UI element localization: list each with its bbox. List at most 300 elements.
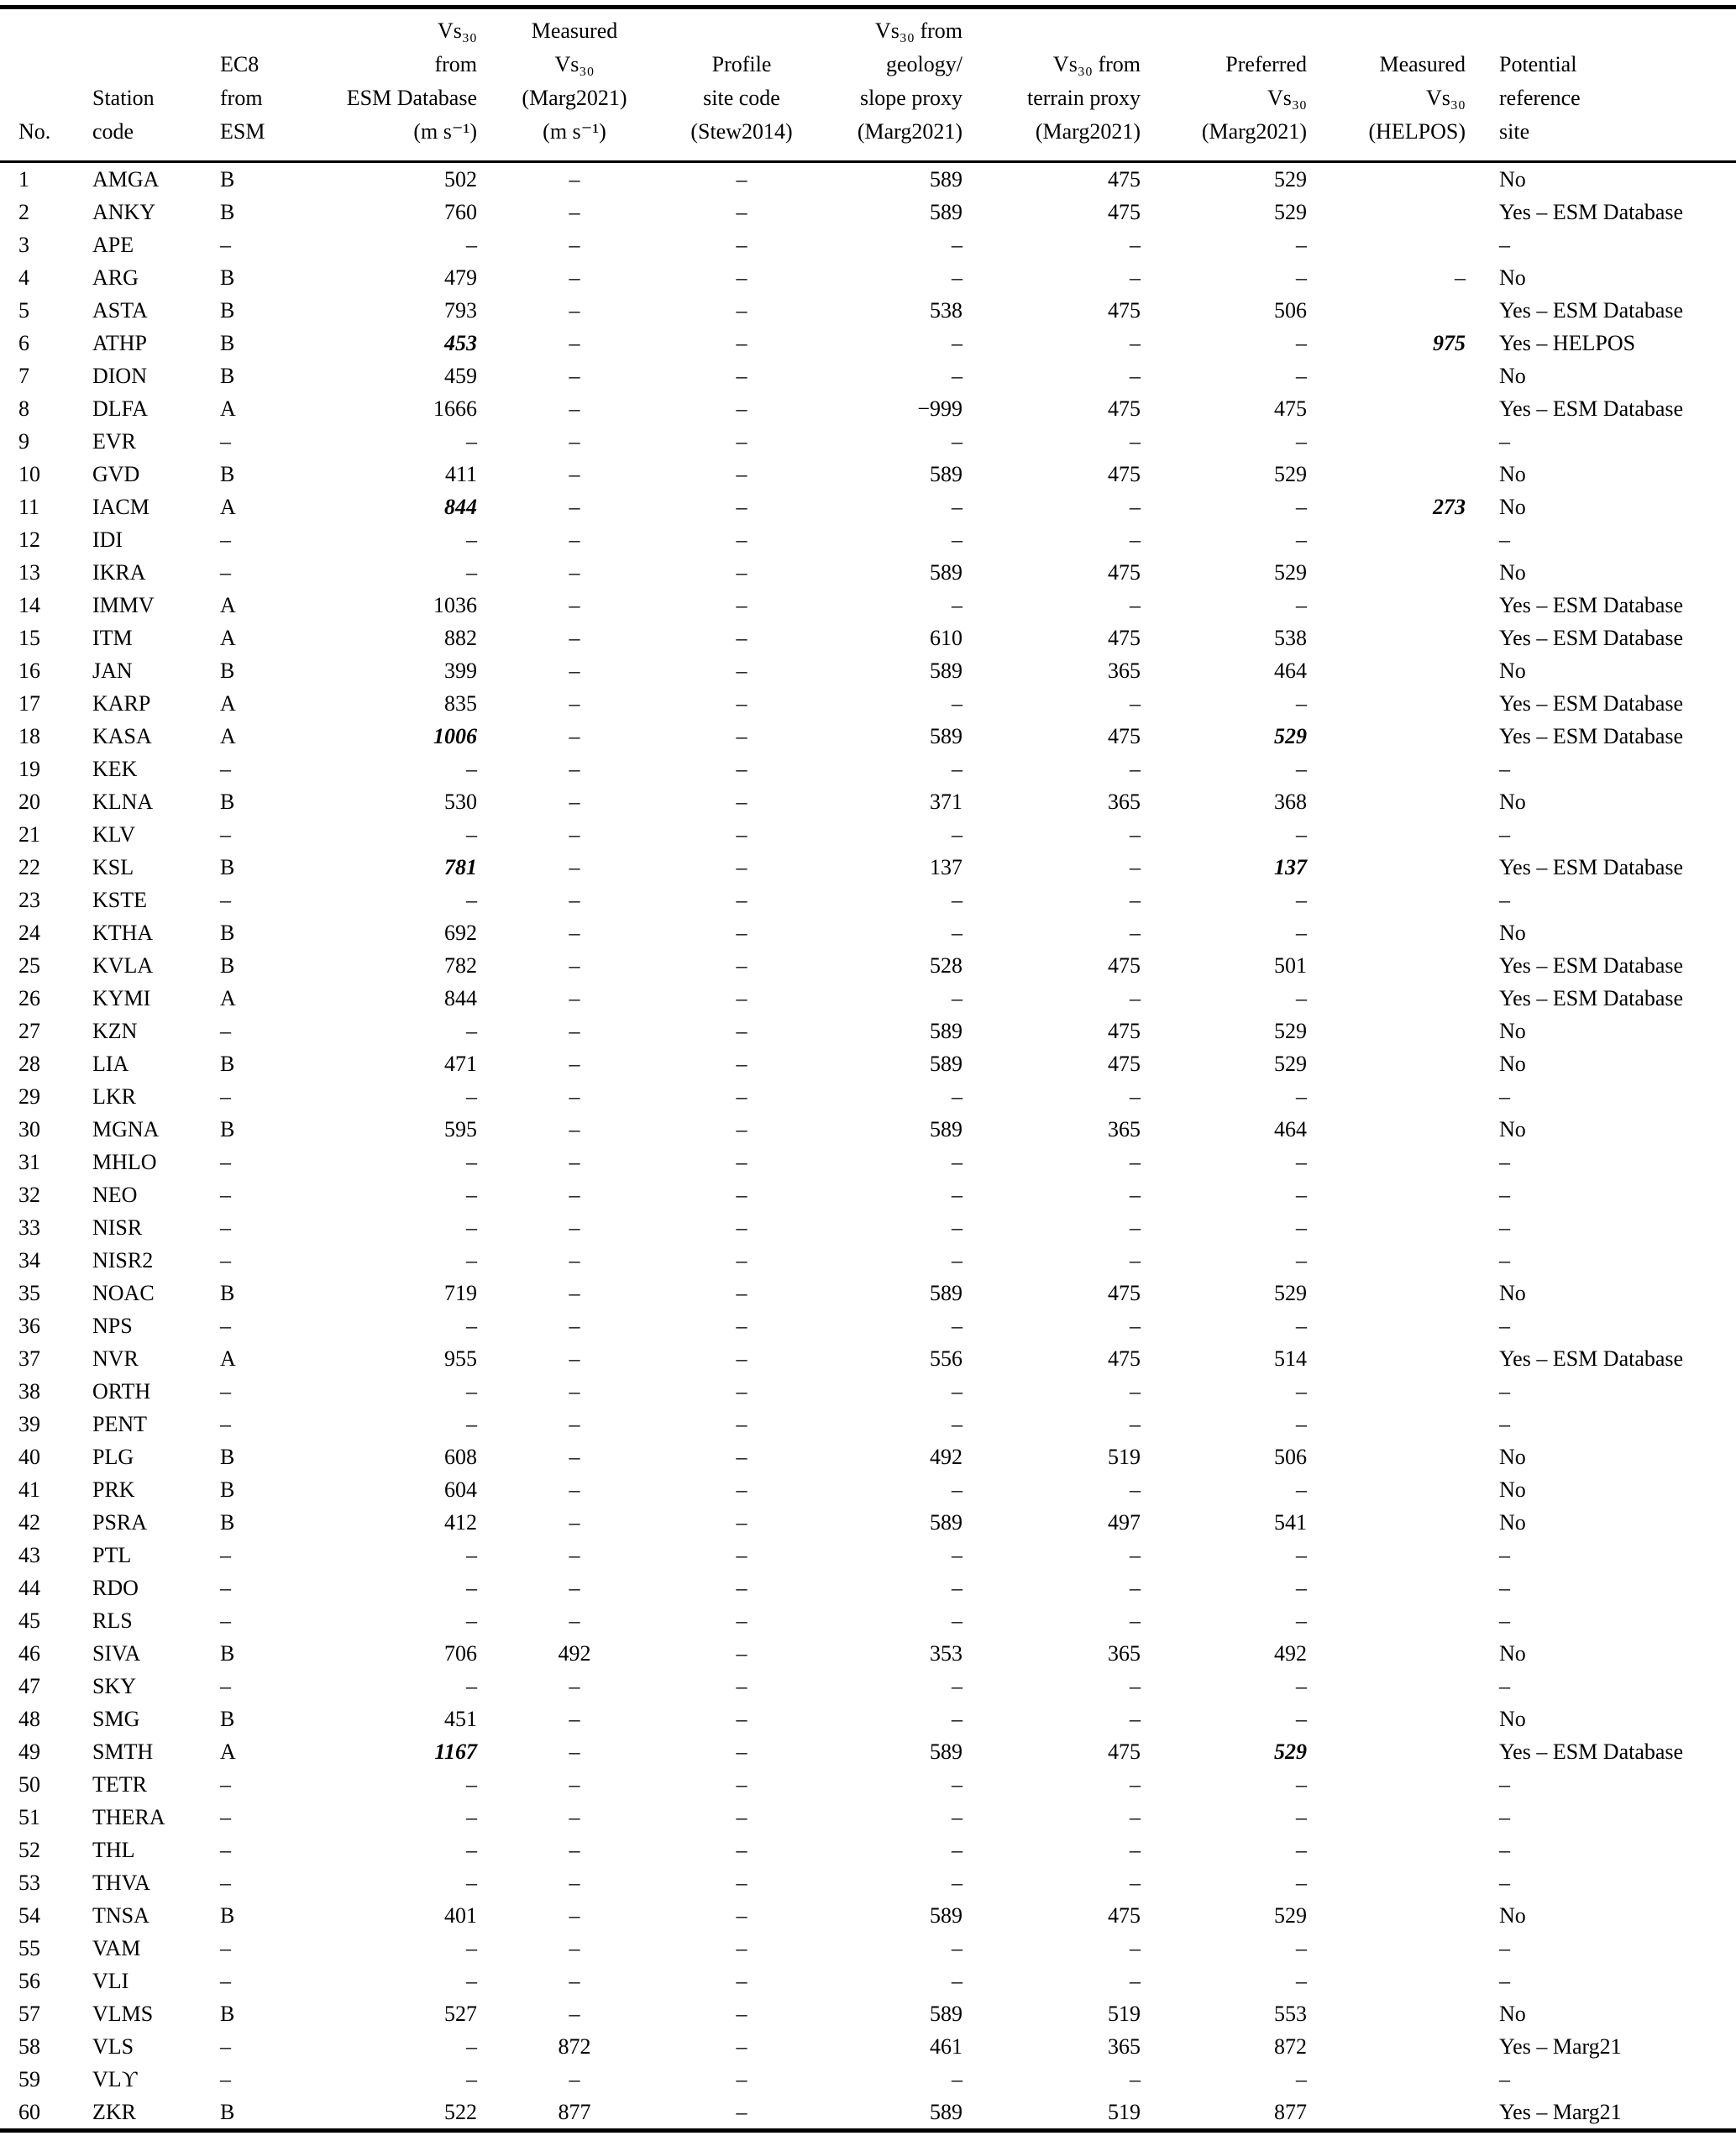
header-line: site code (703, 86, 780, 110)
cell-station: PSRA (92, 1510, 148, 1535)
col-header-ec8-from-esm (203, 8, 336, 162)
cell-no: 16 (18, 659, 40, 683)
cell-vs30_meas_marg: – (569, 1052, 580, 1076)
cell-vs30_helpos (1307, 1211, 1466, 1244)
cell-vs30_meas_marg: – (569, 1477, 580, 1502)
table-row (0, 884, 1736, 916)
cell-vs30_terrain: 475 (1108, 1281, 1141, 1305)
cell-profile_stew: – (736, 1543, 747, 1567)
cell-station: NOAC (92, 1281, 155, 1305)
cell-ec8: – (220, 527, 231, 552)
cell-vs30_esm: 955 (444, 1346, 477, 1371)
cell-vs30_geo: 589 (930, 2002, 962, 2026)
cell-vs30_terrain: – (1130, 1772, 1141, 1797)
cell-station: NVR (92, 1346, 139, 1371)
header-line (220, 14, 336, 48)
cell-vs30_geo: – (952, 1969, 962, 1993)
cell-vs30_geo: 538 (930, 298, 962, 323)
table-row (0, 654, 1736, 687)
cell-ref_site: No (1499, 1477, 1526, 1502)
cell-vs30_esm: – (466, 1314, 477, 1338)
cell-ref_site: – (1499, 888, 1510, 912)
cell-vs30_pref: – (1296, 757, 1307, 781)
cell-vs30_terrain: – (1130, 495, 1141, 519)
cell-ec8: – (220, 822, 231, 847)
cell-station: ASTA (92, 298, 148, 323)
cell-no: 22 (18, 855, 40, 879)
cell-vs30_terrain: – (1130, 1936, 1141, 1960)
cell-ref_site: Yes – Marg21 (1499, 2100, 1622, 2124)
cell-vs30_helpos (1307, 1309, 1466, 1342)
cell-vs30_pref: – (1296, 2067, 1307, 2091)
cell-vs30_helpos (1307, 1539, 1466, 1572)
cell-ec8: – (220, 1019, 231, 1043)
cell-ec8: B (220, 659, 235, 683)
header-line: code (92, 119, 134, 144)
cell-vs30_esm: 412 (444, 1510, 477, 1535)
cell-vs30_pref: 464 (1274, 659, 1307, 683)
header-line (18, 81, 76, 115)
cell-vs30_meas_marg: – (569, 1346, 580, 1371)
cell-vs30_terrain: – (1130, 1969, 1141, 1993)
cell-ref_site: – (1499, 822, 1510, 847)
cell-vs30_pref: – (1296, 1412, 1307, 1436)
header-line: (m s⁻¹) (543, 119, 606, 144)
cell-vs30_pref: 877 (1274, 2100, 1307, 2124)
cell-station: PENT (92, 1412, 147, 1436)
cell-vs30_helpos (1307, 294, 1466, 327)
header-line: Profile (711, 52, 772, 76)
cell-vs30_meas_marg: – (569, 1084, 580, 1109)
cell-vs30_helpos (1307, 589, 1466, 622)
cell-ec8: B (220, 200, 235, 224)
cell-vs30_esm: – (466, 560, 477, 585)
cell-vs30_geo: – (952, 888, 962, 912)
header-line: Potential (1499, 52, 1577, 76)
cell-ec8: B (220, 167, 235, 192)
table-row (0, 949, 1736, 982)
cell-no: 10 (18, 462, 40, 486)
cell-vs30_pref: – (1296, 888, 1307, 912)
cell-ref_site: – (1499, 1150, 1510, 1174)
table-row (0, 1572, 1736, 1604)
cell-ec8: B (220, 790, 235, 814)
cell-station: GVD (92, 462, 140, 486)
cell-station: PTL (92, 1543, 132, 1567)
cell-vs30_geo: 137 (930, 855, 962, 879)
cell-profile_stew: – (736, 921, 747, 945)
cell-vs30_pref: – (1296, 1772, 1307, 1797)
cell-vs30_geo: – (952, 986, 962, 1010)
cell-ec8: A (220, 1740, 236, 1764)
cell-station: KSL (92, 855, 134, 879)
cell-vs30_geo: 589 (930, 1281, 962, 1305)
cell-vs30_meas_marg: – (569, 1281, 580, 1305)
cell-station: NPS (92, 1314, 133, 1338)
cell-vs30_pref: – (1296, 495, 1307, 519)
cell-station: SKY (92, 1674, 137, 1698)
cell-profile_stew: – (736, 265, 747, 290)
cell-vs30_esm: 781 (444, 855, 477, 879)
header-line (18, 48, 76, 81)
table-row (0, 2096, 1736, 2131)
cell-vs30_terrain: 475 (1108, 167, 1141, 192)
table-row (0, 1178, 1736, 1211)
cell-vs30_terrain: – (1130, 1412, 1141, 1436)
cell-vs30_helpos (1307, 1572, 1466, 1604)
cell-vs30_meas_marg: – (569, 331, 580, 355)
table-header (0, 8, 1736, 162)
table-row (0, 359, 1736, 392)
cell-vs30_meas_marg: – (569, 1314, 580, 1338)
cell-vs30_esm: 760 (444, 200, 477, 224)
cell-profile_stew: – (736, 1117, 747, 1141)
cell-ref_site: No (1499, 364, 1526, 388)
cell-no: 42 (18, 1510, 40, 1535)
cell-vs30_helpos (1307, 916, 1466, 949)
cell-vs30_meas_marg: 872 (558, 2034, 591, 2059)
cell-vs30_geo: – (952, 364, 962, 388)
cell-vs30_esm: 706 (444, 1641, 477, 1666)
cell-vs30_pref: – (1296, 1477, 1307, 1502)
cell-vs30_terrain: 497 (1108, 1510, 1141, 1535)
cell-ref_site: No (1499, 265, 1526, 290)
table-row (0, 1309, 1736, 1342)
col-header-measured-vs30-marg2021 (477, 8, 672, 162)
cell-vs30_meas_marg: – (569, 986, 580, 1010)
cell-station: SMG (92, 1707, 140, 1731)
cell-ref_site: – (1499, 1674, 1510, 1698)
cell-vs30_helpos (1307, 1703, 1466, 1735)
cell-vs30_pref: – (1296, 233, 1307, 257)
cell-vs30_pref: – (1296, 1608, 1307, 1633)
cell-no: 46 (18, 1641, 40, 1666)
table-row (0, 1670, 1736, 1703)
cell-vs30_terrain: 475 (1108, 560, 1141, 585)
cell-vs30_esm: – (466, 233, 477, 257)
cell-vs30_pref: – (1296, 331, 1307, 355)
cell-vs30_meas_marg: – (569, 1576, 580, 1600)
cell-ec8: – (220, 1674, 231, 1698)
cell-vs30_meas_marg: – (569, 626, 580, 650)
cell-vs30_esm: – (466, 1019, 477, 1043)
cell-vs30_helpos (1307, 1735, 1466, 1768)
table-row (0, 228, 1736, 261)
cell-vs30_esm: 719 (444, 1281, 477, 1305)
cell-vs30_geo: 589 (930, 1019, 962, 1043)
cell-ref_site: – (1499, 1543, 1510, 1567)
cell-profile_stew: – (736, 888, 747, 912)
cell-ref_site: Yes – HELPOS (1499, 331, 1636, 355)
cell-vs30_geo: 610 (930, 626, 962, 650)
cell-profile_stew: – (736, 1838, 747, 1862)
cell-station: KASA (92, 724, 152, 748)
cell-no: 35 (18, 1281, 40, 1305)
cell-vs30_pref: – (1296, 1936, 1307, 1960)
cell-vs30_helpos (1307, 687, 1466, 720)
cell-profile_stew: – (736, 2100, 747, 2124)
cell-vs30_terrain: – (1130, 888, 1141, 912)
cell-vs30_pref: 475 (1274, 396, 1307, 421)
cell-vs30_pref: 529 (1274, 1019, 1307, 1043)
cell-profile_stew: – (736, 1346, 747, 1371)
cell-vs30_meas_marg: – (569, 200, 580, 224)
cell-profile_stew: – (736, 1903, 747, 1928)
cell-vs30_meas_marg: – (569, 1215, 580, 1240)
cell-vs30_esm: 471 (444, 1052, 477, 1076)
cell-vs30_geo: – (952, 1412, 962, 1436)
cell-no: 37 (18, 1346, 40, 1371)
cell-station: ORTH (92, 1379, 151, 1404)
cell-vs30_pref: 872 (1274, 2034, 1307, 2059)
cell-ref_site: No (1499, 1052, 1526, 1076)
cell-vs30_pref: 529 (1274, 462, 1307, 486)
cell-vs30_esm: 692 (444, 921, 477, 945)
cell-vs30_geo: – (952, 1248, 962, 1273)
cell-station: VLϒ (92, 2067, 138, 2091)
cell-profile_stew: – (736, 986, 747, 1010)
cell-vs30_meas_marg: – (569, 1510, 580, 1535)
cell-vs30_pref: – (1296, 1871, 1307, 1895)
table-row (0, 1866, 1736, 1899)
cell-vs30_meas_marg: – (569, 396, 580, 421)
cell-profile_stew: – (736, 1608, 747, 1633)
cell-vs30_meas_marg: – (569, 1183, 580, 1207)
cell-vs30_helpos (1307, 1899, 1466, 1932)
cell-vs30_terrain: – (1130, 429, 1141, 454)
cell-vs30_terrain: – (1130, 921, 1141, 945)
cell-station: AMGA (92, 167, 160, 192)
table-row (0, 1768, 1736, 1801)
cell-vs30_pref: – (1296, 1674, 1307, 1698)
cell-no: 13 (18, 560, 40, 585)
cell-no: 17 (18, 691, 40, 716)
cell-vs30_helpos (1307, 1834, 1466, 1866)
cell-vs30_terrain: – (1130, 265, 1141, 290)
cell-station: MHLO (92, 1150, 157, 1174)
cell-ref_site: – (1499, 1871, 1510, 1895)
cell-vs30_esm: 844 (444, 986, 477, 1010)
cell-profile_stew: – (736, 626, 747, 650)
table-row (0, 425, 1736, 458)
cell-profile_stew: – (736, 757, 747, 781)
cell-profile_stew: – (736, 396, 747, 421)
cell-vs30_geo: – (952, 1543, 962, 1567)
cell-vs30_geo: – (952, 527, 962, 552)
cell-vs30_meas_marg: – (569, 1871, 580, 1895)
cell-vs30_helpos (1307, 1473, 1466, 1506)
cell-vs30_meas_marg: – (569, 1936, 580, 1960)
table-body (0, 162, 1736, 2131)
cell-ec8: B (220, 265, 235, 290)
cell-ec8: – (220, 233, 231, 257)
cell-no: 59 (18, 2067, 40, 2091)
cell-vs30_pref: – (1296, 1150, 1307, 1174)
cell-no: 45 (18, 1608, 40, 1633)
cell-ref_site: – (1499, 527, 1510, 552)
cell-ref_site: – (1499, 1772, 1510, 1797)
cell-ec8: – (220, 888, 231, 912)
cell-vs30_esm: 782 (444, 953, 477, 978)
cell-vs30_pref: 541 (1274, 1510, 1307, 1535)
cell-ec8: – (220, 757, 231, 781)
cell-vs30_terrain: 475 (1108, 298, 1141, 323)
cell-profile_stew: – (736, 1215, 747, 1240)
col-header-vs30-esm-database (336, 8, 477, 162)
cell-station: KZN (92, 1019, 138, 1043)
cell-vs30_geo: – (952, 1084, 962, 1109)
cell-vs30_esm: 1036 (433, 593, 477, 617)
cell-no: 29 (18, 1084, 40, 1109)
cell-vs30_meas_marg: – (569, 167, 580, 192)
cell-profile_stew: – (736, 855, 747, 879)
cell-no: 24 (18, 921, 40, 945)
cell-vs30_geo: – (952, 1215, 962, 1240)
cell-vs30_esm: 1167 (434, 1740, 477, 1764)
cell-vs30_terrain: – (1130, 1543, 1141, 1567)
cell-ref_site: No (1499, 1019, 1526, 1043)
cell-vs30_geo: – (952, 1707, 962, 1731)
cell-vs30_pref: – (1296, 364, 1307, 388)
cell-station: LIA (92, 1052, 129, 1076)
cell-profile_stew: – (736, 822, 747, 847)
cell-station: PLG (92, 1445, 134, 1469)
cell-station: THERA (92, 1805, 165, 1829)
cell-vs30_geo: – (952, 691, 962, 716)
cell-station: PRK (92, 1477, 135, 1502)
cell-vs30_meas_marg: – (569, 1608, 580, 1633)
cell-ref_site: – (1499, 1215, 1510, 1240)
cell-vs30_geo: – (952, 2067, 962, 2091)
cell-ec8: – (220, 1084, 231, 1109)
cell-vs30_geo: 461 (930, 2034, 962, 2059)
cell-vs30_meas_marg: – (569, 822, 580, 847)
cell-station: LKR (92, 1084, 136, 1109)
cell-station: VLS (92, 2034, 134, 2059)
cell-ref_site: – (1499, 757, 1510, 781)
cell-vs30_pref: 529 (1274, 167, 1307, 192)
cell-vs30_esm: 453 (444, 331, 477, 355)
cell-vs30_pref: – (1296, 1543, 1307, 1567)
cell-no: 7 (18, 364, 29, 388)
cell-ref_site: – (1499, 1576, 1510, 1600)
col-header-profile-site-code-stew2014 (672, 8, 811, 162)
cell-vs30_helpos (1307, 392, 1466, 425)
cell-no: 56 (18, 1969, 40, 1993)
cell-vs30_esm: 502 (444, 167, 477, 192)
table-row (0, 2063, 1736, 2096)
cell-ref_site: No (1499, 1445, 1526, 1469)
cell-vs30_geo: – (952, 1772, 962, 1797)
header-line: from (434, 52, 477, 76)
cell-vs30_meas_marg: – (569, 888, 580, 912)
cell-profile_stew: – (736, 1871, 747, 1895)
cell-ec8: – (220, 560, 231, 585)
cell-ec8: B (220, 1707, 235, 1731)
cell-ec8: A (220, 724, 236, 748)
cell-vs30_geo: – (952, 1576, 962, 1600)
cell-ec8: B (220, 1477, 235, 1502)
header-line: (Marg2021) (857, 119, 962, 144)
cell-vs30_terrain: – (1130, 691, 1141, 716)
table-row (0, 851, 1736, 884)
cell-station: IACM (92, 495, 149, 519)
cell-station: KYMI (92, 986, 151, 1010)
cell-ref_site: Yes – ESM Database (1499, 396, 1684, 421)
cell-ec8: B (220, 1281, 235, 1305)
table-row (0, 1244, 1736, 1277)
cell-vs30_esm: 530 (444, 790, 477, 814)
table-row (0, 1539, 1736, 1572)
table-row (0, 1375, 1736, 1408)
cell-profile_stew: – (736, 233, 747, 257)
cell-no: 58 (18, 2034, 40, 2059)
cell-vs30_geo: 371 (930, 790, 962, 814)
cell-vs30_terrain: 365 (1108, 1641, 1141, 1666)
cell-vs30_terrain: 475 (1108, 200, 1141, 224)
table-row (0, 1080, 1736, 1113)
cell-ec8: B (220, 1903, 235, 1928)
cell-vs30_geo: – (952, 757, 962, 781)
cell-ref_site: No (1499, 659, 1526, 683)
header-line: terrain proxy (1026, 86, 1141, 110)
cell-ec8: B (220, 2002, 235, 2026)
header-line: site (1499, 119, 1530, 144)
table-row (0, 818, 1736, 851)
cell-no: 38 (18, 1379, 40, 1404)
cell-ec8: A (220, 396, 236, 421)
cell-vs30_esm: – (466, 1150, 477, 1174)
cell-vs30_helpos (1307, 982, 1466, 1015)
cell-vs30_esm: 399 (444, 659, 477, 683)
cell-vs30_helpos (1307, 228, 1466, 261)
cell-vs30_meas_marg: – (569, 1969, 580, 1993)
cell-ec8: B (220, 298, 235, 323)
table-row (0, 196, 1736, 228)
cell-vs30_terrain: 475 (1108, 724, 1141, 748)
cell-vs30_geo: 589 (930, 1117, 962, 1141)
cell-vs30_pref: – (1296, 593, 1307, 617)
cell-station: ANKY (92, 200, 156, 224)
cell-vs30_geo: – (952, 1150, 962, 1174)
cell-no: 26 (18, 986, 40, 1010)
cell-vs30_helpos (1307, 1932, 1466, 1965)
cell-vs30_meas_marg: – (569, 855, 580, 879)
cell-station: IKRA (92, 560, 146, 585)
header-line: (Marg2021) (522, 86, 627, 110)
cell-vs30_geo: – (952, 593, 962, 617)
cell-profile_stew: – (736, 1314, 747, 1338)
cell-vs30_geo: – (952, 1183, 962, 1207)
cell-ec8: – (220, 2034, 231, 2059)
cell-no: 30 (18, 1117, 40, 1141)
cell-ec8: B (220, 953, 235, 978)
cell-station: KTHA (92, 921, 154, 945)
cell-vs30_helpos (1307, 753, 1466, 785)
cell-vs30_esm: – (466, 1674, 477, 1698)
cell-ec8: – (220, 1412, 231, 1436)
cell-ec8: – (220, 1576, 231, 1600)
cell-vs30_meas_marg: – (569, 1903, 580, 1928)
cell-vs30_terrain: – (1130, 1805, 1141, 1829)
cell-vs30_geo: – (952, 1805, 962, 1829)
col-header-preferred-vs30 (1141, 8, 1307, 162)
table-row (0, 392, 1736, 425)
table-row (0, 1735, 1736, 1768)
cell-station: DLFA (92, 396, 148, 421)
header-line: Station (92, 86, 155, 110)
cell-vs30_meas_marg: – (569, 1412, 580, 1436)
